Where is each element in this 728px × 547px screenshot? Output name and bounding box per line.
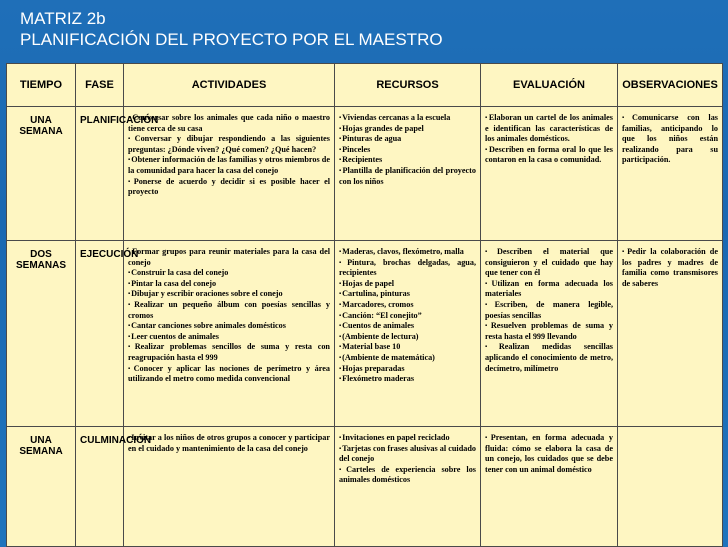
cell-evaluacion [481,107,618,241]
actividades-list [128,113,330,198]
list-item: ▪ Hojas grandes de papel [339,124,476,135]
planning-table [6,63,723,547]
observaciones-list [622,247,718,289]
header-recursos: RECURSOS [335,64,481,107]
cell-fase: PLANIFICACIÓN [76,107,124,241]
list-item: ▪ Pinturas de agua [339,134,476,145]
list-item: ▪ Flexómetro maderas [339,374,476,385]
list-item: ▪ Describen el material que consiguieron y el cuidado que hay que tener con él [485,247,613,279]
table-body [7,107,723,547]
list-item: ▪ Cuentos de animales [339,321,476,332]
cell-actividades [124,241,335,427]
recursos-list [339,113,476,187]
header-fase: FASE [76,64,124,107]
list-item: ▪ Tarjetas con frases alusivas al cuidado del conejo [339,444,476,465]
list-item: ▪ Construir la casa del conejo [128,268,330,279]
list-item: ▪ Describen en forma oral lo que les contaron en la casa o comunidad. [485,145,613,166]
list-item: ▪ Realizar un pequeño álbum con poesías sencillas y cromos [128,300,330,321]
cell-fase: CULMINACIÓN [76,427,124,547]
cell-observaciones [618,427,723,547]
header-observaciones: OBSERVACIONES [618,64,723,107]
list-item: ▪ Realizan medidas sencillas aplicando el conocimiento de metro, decímetro, milímetro [485,342,613,374]
list-item: ▪ (Ambiente de matemática) [339,353,476,364]
slide-title [20,8,443,50]
list-item: ▪ Pinceles [339,145,476,156]
list-item: ▪ Escriben, de manera legible, poesías sencillas [485,300,613,321]
header-tiempo: TIEMPO [7,64,76,107]
list-item: ▪ Formar grupos para reunir materiales para la casa del conejo [128,247,330,268]
actividades-list [128,247,330,385]
cell-observaciones [618,107,723,241]
list-item: ▪ Conversar y dibujar respondiendo a las siguientes preguntas: ¿Dónde viven? ¿Qué comen? ¿Qué hacen? [128,134,330,155]
cell-observaciones [618,241,723,427]
list-item: ▪ Realizar problemas sencillos de suma y resta con reagrupación hasta el 999 [128,342,330,363]
evaluacion-list [485,247,613,374]
list-item: ▪ Hojas de papel [339,279,476,290]
cell-evaluacion [481,241,618,427]
actividades-list [128,433,330,454]
cell-fase: EJECUCIÓN [76,241,124,427]
cell-actividades [124,107,335,241]
list-item: ▪ Elaboran un cartel de los animales e identifican las características de los animales domésticos. [485,113,613,145]
list-item: ▪ Dibujar y escribir oraciones sobre el conejo [128,289,330,300]
evaluacion-list [485,433,613,475]
list-item: ▪ Conocer y aplicar las nociones de perímetro y área utilizando el metro como medida convencional [128,364,330,385]
cell-recursos [335,107,481,241]
title-line-2: PLANIFICACIÓN DEL PROYECTO POR EL MAESTRO [20,30,443,49]
list-item: ▪ Obtener información de las familias y otros miembros de la comunidad para hacer la casa del conejo [128,155,330,176]
evaluacion-list [485,113,613,166]
title-line-1: MATRIZ 2b [20,9,106,28]
cell-tiempo: UNA SEMANA [7,107,76,241]
table-row [7,427,723,547]
cell-tiempo: DOS SEMANAS [7,241,76,427]
cell-actividades [124,427,335,547]
list-item: ▪ (Ambiente de lectura) [339,332,476,343]
cell-recursos [335,241,481,427]
cell-tiempo: UNA SEMANA [7,427,76,547]
list-item: ▪ Cantar canciones sobre animales domésticos [128,321,330,332]
list-item: ▪ Carteles de experiencia sobre los animales domésticos [339,465,476,486]
list-item: ▪ Leer cuentos de animales [128,332,330,343]
list-item: ▪ Conversar sobre los animales que cada niño o maestro tiene cerca de su casa [128,113,330,134]
list-item: ▪ Hojas preparadas [339,364,476,375]
table-row [7,107,723,241]
list-item: ▪ Pedir la colaboración de los padres y madres de familia como transmisores de saberes [622,247,718,289]
cell-evaluacion [481,427,618,547]
list-item: ▪ Invitaciones en papel reciclado [339,433,476,444]
list-item: ▪ Resuelven problemas de suma y resta hasta el 999 llevando [485,321,613,342]
table-header-row [7,64,723,107]
list-item: ▪ Presentan, en forma adecuada y fluida: cómo se elabora la casa de un conejo, los cuidados que se debe tener con un animal doméstico [485,433,613,475]
list-item: ▪ Comunicarse con las familias, anticipando lo que los niños están realizando para su participación. [622,113,718,166]
list-item: ▪ Ponerse de acuerdo y decidir si es posible hacer el proyecto [128,177,330,198]
list-item: ▪ Recipientes [339,155,476,166]
cell-recursos [335,427,481,547]
recursos-list [339,247,476,385]
table-row [7,241,723,427]
list-item: ▪ Canción: “El conejito” [339,311,476,322]
list-item: ▪ Pintura, brochas delgadas, agua, recipientes [339,258,476,279]
list-item: ▪ Cartulina, pinturas [339,289,476,300]
header-actividades: ACTIVIDADES [124,64,335,107]
recursos-list [339,433,476,486]
list-item: ▪ Marcadores, cromos [339,300,476,311]
header-evaluacion: EVALUACIÓN [481,64,618,107]
list-item: ▪ Invitar a los niños de otros grupos a conocer y participar en el cuidado y mantenimiento de la casa del conejo [128,433,330,454]
list-item: ▪ Plantilla de planificación del proyecto con los niños [339,166,476,187]
observaciones-list [622,113,718,166]
list-item: ▪ Viviendas cercanas a la escuela [339,113,476,124]
list-item: ▪ Utilizan en forma adecuada los materiales [485,279,613,300]
list-item: ▪ Maderas, clavos, flexómetro, malla [339,247,476,258]
list-item: ▪ Pintar la casa del conejo [128,279,330,290]
list-item: ▪ Material base 10 [339,342,476,353]
